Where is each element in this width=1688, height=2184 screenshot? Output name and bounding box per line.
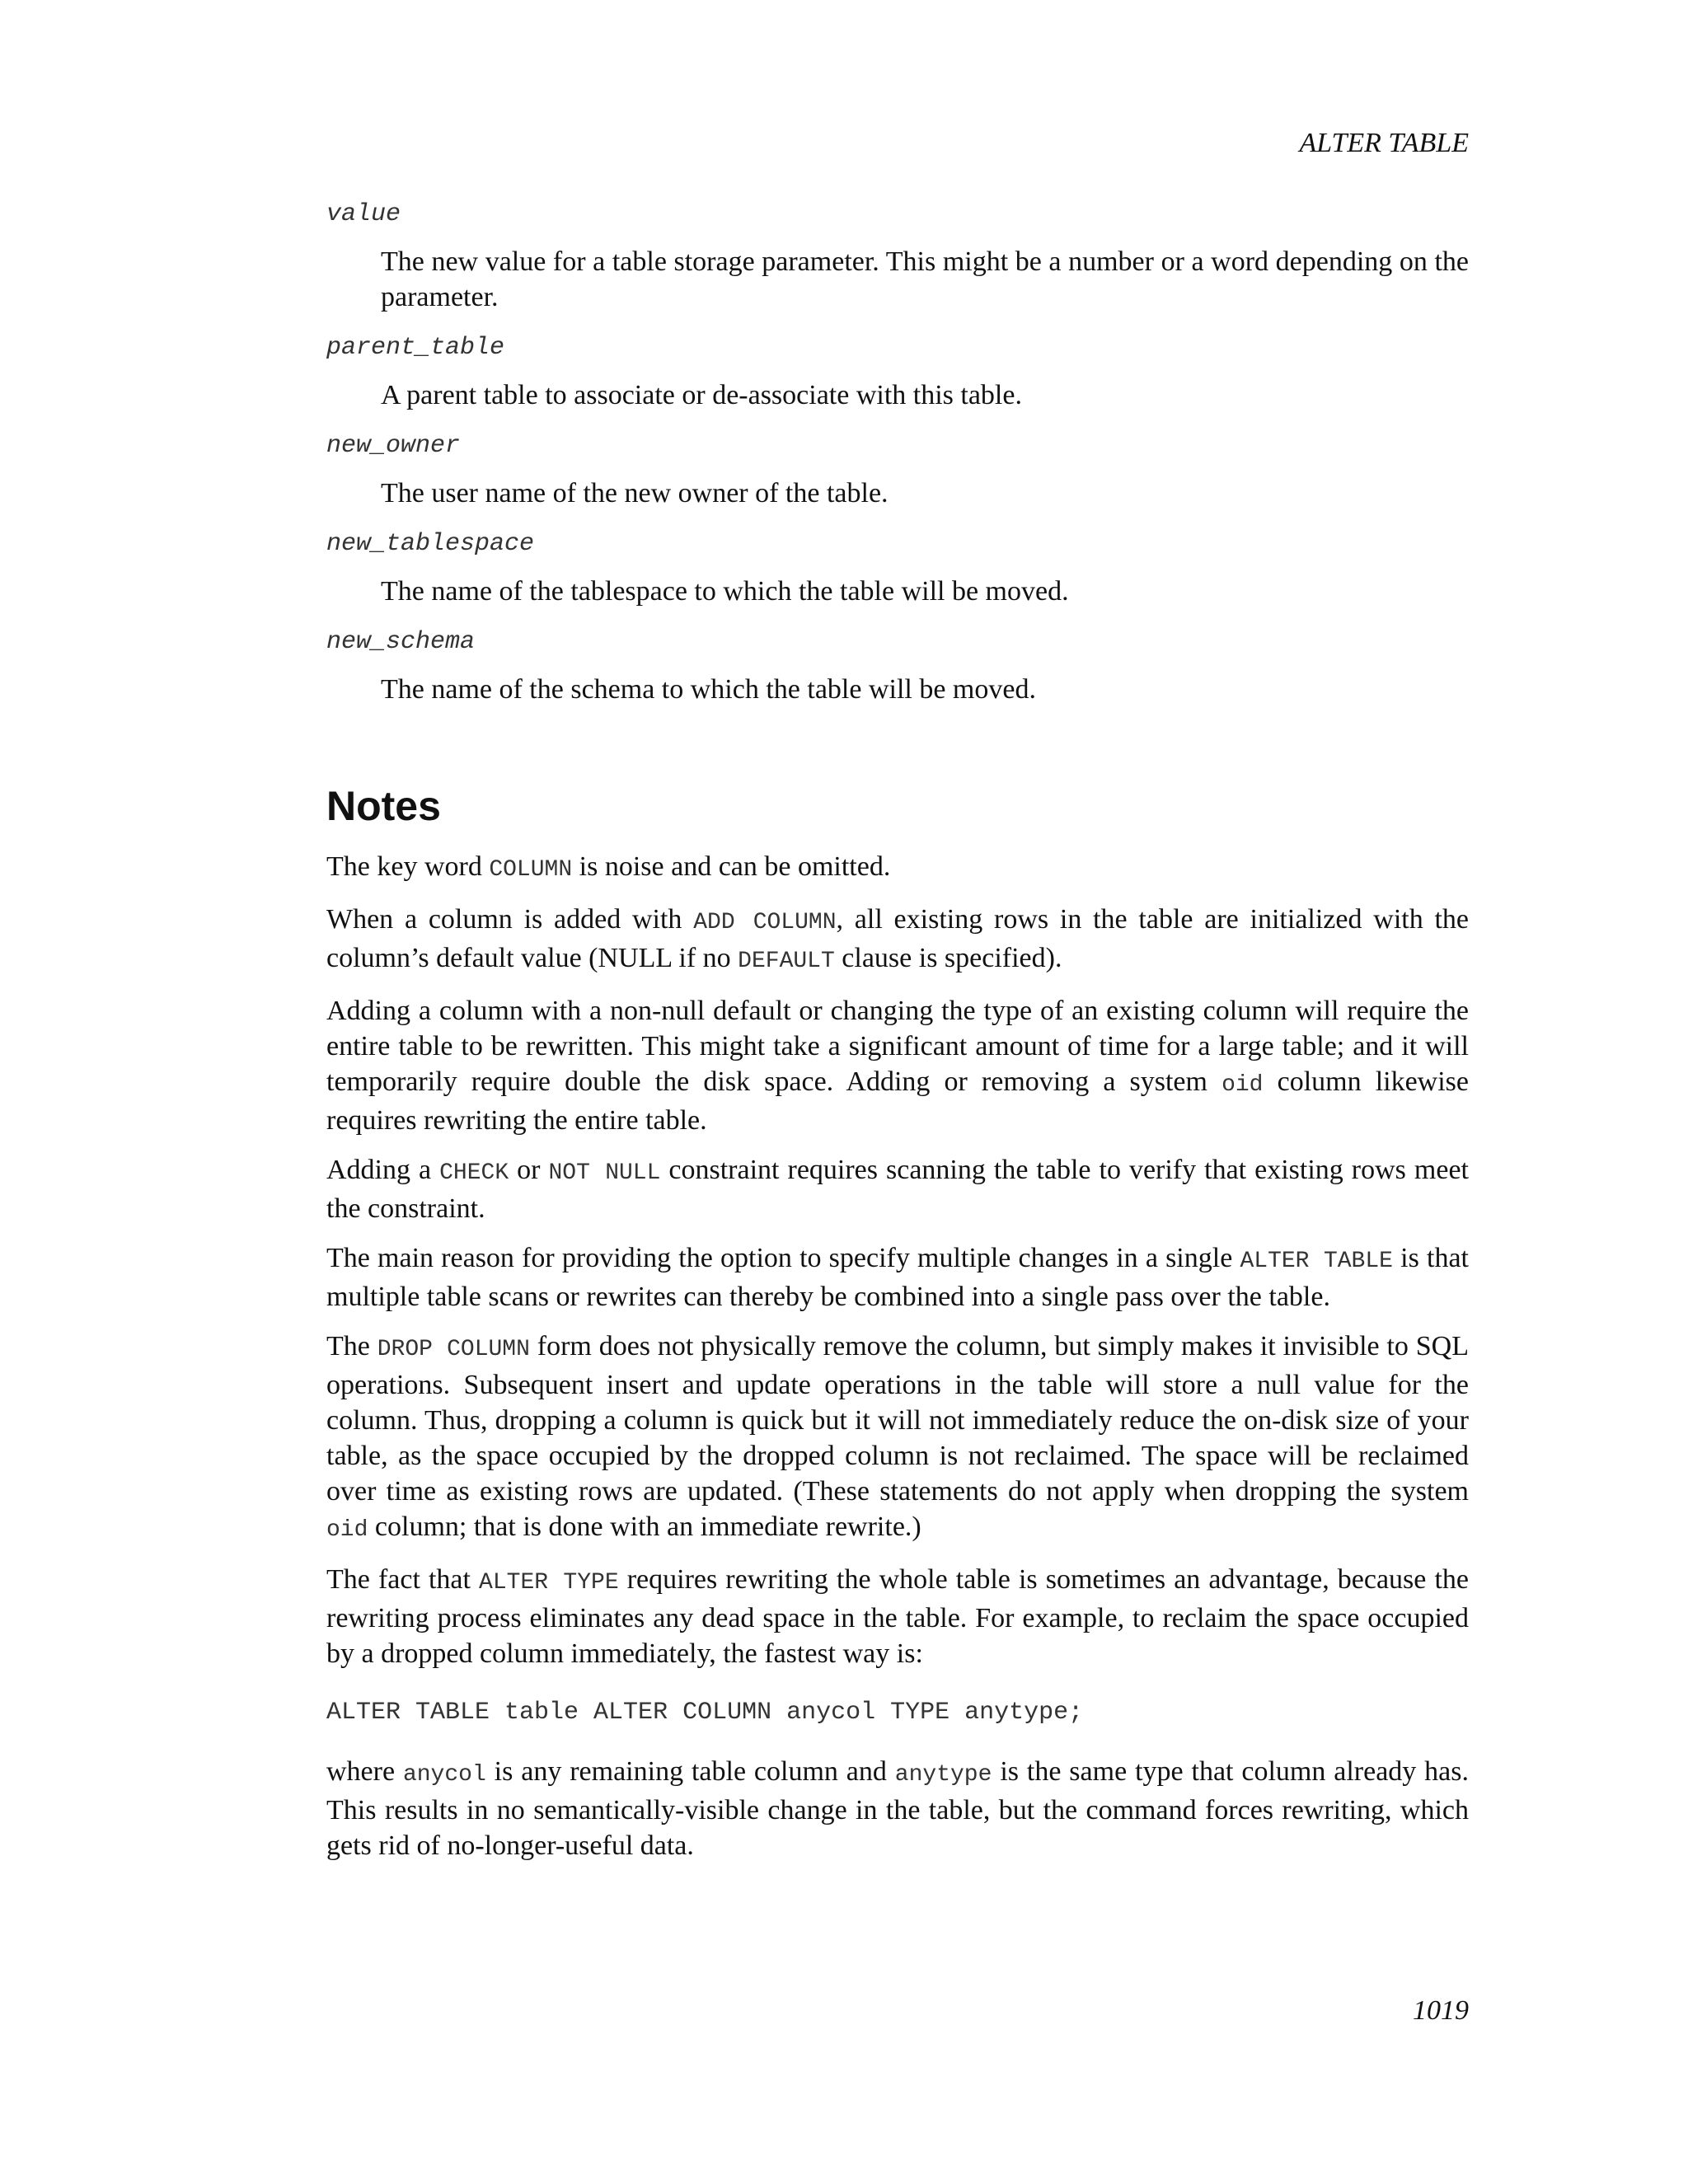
notes-paragraph bbox=[326, 1240, 1469, 1315]
text-run: Adding a bbox=[326, 1155, 440, 1185]
parameter-item bbox=[326, 198, 1469, 315]
parameter-description: The name of the tablespace to which the table will be moved. bbox=[381, 576, 1069, 607]
text-run: column likewise requires rewriting the entire table. bbox=[326, 1066, 1469, 1136]
code-example: ALTER TABLE table ALTER COLUMN anycol TYPE anytype; bbox=[326, 1699, 1084, 1727]
notes-heading: Notes bbox=[326, 783, 441, 829]
text-run: clause is specified). bbox=[834, 943, 1062, 973]
notes-paragraph bbox=[326, 1754, 1469, 1863]
text-run: where bbox=[326, 1756, 403, 1787]
notes-paragraph bbox=[326, 1152, 1469, 1226]
inline-code: ALTER TABLE bbox=[1240, 1249, 1393, 1274]
parameter-item bbox=[326, 527, 1469, 609]
inline-code: oid bbox=[326, 1517, 368, 1543]
text-run: constraint requires scanning the table to verify that existing rows meet the constraint. bbox=[326, 1155, 1469, 1224]
text-run: form does not physically remove the column, but simply makes it invisible to SQL operations. Subsequent insert and update operations in the table will store a null value for the column. Thus, dropping a column is quick but it will not immediately reduce the on-disk size of your table, as the space occupied by the dropped column is not reclaimed. The space will be reclaimed over time as existing rows are updated. (These statements do not apply when dropping the system bbox=[326, 1331, 1469, 1507]
parameter-term: new_tablespace bbox=[326, 530, 535, 558]
parameter-description: The user name of the new owner of the table. bbox=[381, 478, 889, 509]
parameter-description: The name of the schema to which the table will be moved. bbox=[381, 674, 1036, 705]
text-run: The fact that bbox=[326, 1564, 480, 1595]
inline-code: anytype bbox=[894, 1762, 992, 1788]
inline-code: DROP COLUMN bbox=[377, 1337, 530, 1362]
parameter-term: parent_table bbox=[326, 334, 505, 362]
parameter-item bbox=[326, 626, 1469, 707]
text-run: The bbox=[326, 1331, 377, 1361]
inline-code: anycol bbox=[402, 1762, 486, 1788]
text-run: The main reason for providing the option to specify multiple changes in a single bbox=[326, 1243, 1240, 1273]
page-content bbox=[326, 198, 1469, 1877]
parameter-description: A parent table to associate or de-associate with this table. bbox=[381, 380, 1022, 410]
parameter-item bbox=[326, 429, 1469, 511]
text-run: When a column is added with bbox=[326, 904, 694, 935]
text-run: The key word bbox=[326, 851, 490, 882]
inline-code: NOT NULL bbox=[548, 1160, 661, 1186]
text-run: Adding a column with a non-null default or changing the type of an existing column will require the entire table to be rewritten. This might take a significant amount of time for a large table; and it will temporarily require double the disk space. Adding or removing a system bbox=[326, 996, 1469, 1097]
notes-paragraph bbox=[326, 902, 1469, 979]
text-run: column; that is done with an immediate rewrite.) bbox=[368, 1511, 921, 1542]
text-run: is that multiple table scans or rewrites can thereby be combined into a single pass over the table. bbox=[326, 1243, 1469, 1312]
parameter-item bbox=[326, 331, 1469, 413]
text-run: or bbox=[509, 1155, 549, 1185]
notes-paragraph bbox=[326, 1562, 1469, 1671]
parameter-description: The new value for a table storage parameter. This might be a number or a word depending on the parameter. bbox=[381, 246, 1469, 312]
text-run: is the same type that column already has. This results in no semantically-visible change in the table, but the command forces rewriting, which gets rid of no-longer-useful data. bbox=[326, 1756, 1469, 1861]
inline-code: ALTER TYPE bbox=[479, 1570, 619, 1596]
inline-code: DEFAULT bbox=[738, 949, 835, 974]
text-run: is noise and can be omitted. bbox=[572, 851, 891, 882]
inline-code: COLUMN bbox=[489, 857, 573, 883]
running-header: ALTER TABLE bbox=[1299, 128, 1469, 158]
inline-code: CHECK bbox=[439, 1160, 509, 1186]
parameter-term: new_schema bbox=[326, 628, 476, 656]
parameter-list bbox=[326, 198, 1469, 707]
text-run: , all existing rows in the table are initialized with the column’s default value (NULL if no bbox=[326, 904, 1470, 973]
parameter-term: new_owner bbox=[326, 432, 461, 460]
inline-code: ADD COLUMN bbox=[693, 910, 837, 935]
notes-paragraph bbox=[326, 849, 1469, 888]
text-run: requires rewriting the whole table is sometimes an advantage, because the rewriting process eliminates any dead space in the table. For example, to reclaim the space occupied by a dropped column immediately, the fastest way is: bbox=[326, 1564, 1469, 1669]
notes-paragraph bbox=[326, 993, 1469, 1138]
page-number: 1019 bbox=[1413, 1995, 1469, 2026]
notes-paragraph bbox=[326, 1329, 1469, 1548]
inline-code: oid bbox=[1221, 1072, 1264, 1098]
text-run: is any remaining table column and bbox=[485, 1756, 895, 1787]
parameter-term: value bbox=[326, 200, 401, 228]
